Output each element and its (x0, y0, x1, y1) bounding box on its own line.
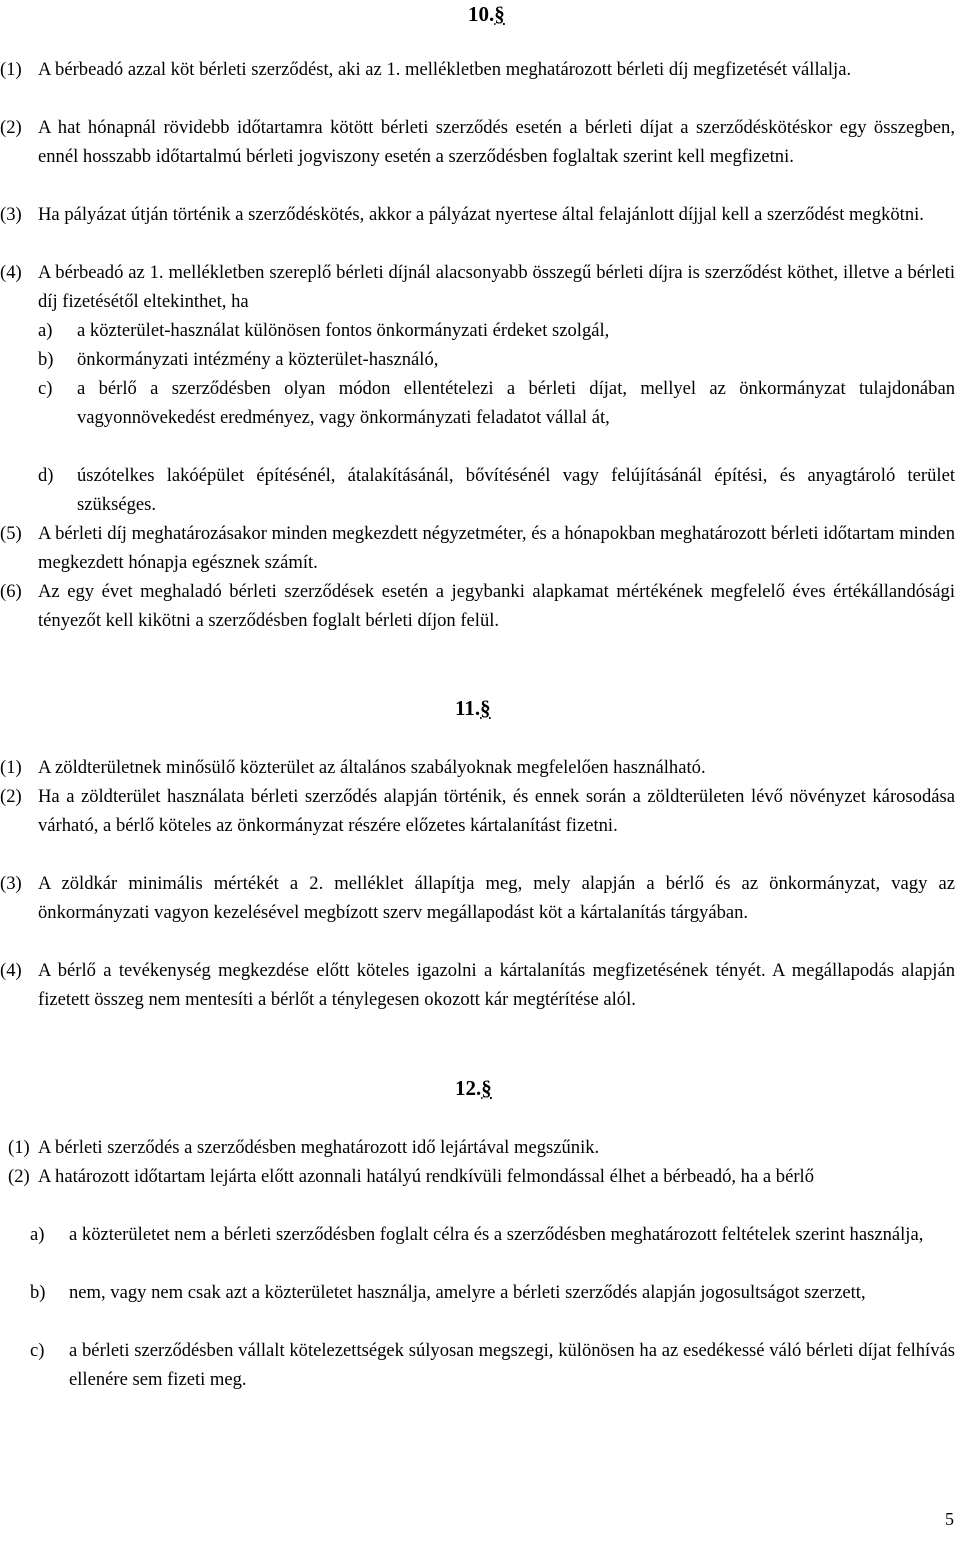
list-text: a közterület-használat különösen fontos önkormányzati érdeket szolgál, (77, 320, 610, 341)
list-text: nem, vagy nem csak azt a közterületet használja, amelyre a bérleti szerződés alapján jogosultságot szerzett, (69, 1282, 866, 1303)
paragraph-text: A bérbeadó az 1. mellékletben szereplő bérleti díjnál alacsonyabb összegű bérleti díjra is szerződést köthet, illetve a bérleti díj fizetésétől eltekinthet, ha (38, 262, 955, 312)
paragraph-text: A bérleti szerződés a szerződésben meghatározott idő lejártával megszűnik. (38, 1137, 600, 1158)
list-item-c (38, 374, 955, 432)
paragraph-number: (4) (0, 960, 22, 981)
list-letter: d) (38, 465, 54, 486)
paragraph-text: A zöldkár minimális mértékét a 2. melléklet állapítja meg, mely alapján a bérlő és az önkormányzat, vagy az önkormányzati vagyon kezelésével megbízott szerv megállapodást köt a kártalanítás tárgyában. (38, 873, 955, 923)
list-item-b (30, 1278, 955, 1307)
section-sign: § (480, 696, 491, 720)
section-sign: § (481, 1076, 492, 1100)
list-text: úszótelkes lakóépület építésénél, átalakításánál, bővítésénél vagy felújításánál építési, és anyagtároló terület szükséges. (77, 465, 955, 515)
list-item-b (38, 345, 955, 374)
list-item-a (38, 316, 955, 345)
paragraph-number: (3) (0, 873, 22, 894)
list-item-d (38, 461, 955, 519)
list-text: önkormányzati intézmény a közterület-használó, (77, 349, 439, 370)
list-letter: a) (30, 1224, 45, 1245)
paragraph-text: A bérlő a tevékenység megkezdése előtt köteles igazolni a kártalanítás megfizetésének tényét. A megállapodás alapján fizetett összeg nem mentesíti a bérlőt a ténylegesen okozott kár megtérítése alól. (38, 960, 955, 1010)
paragraph-text: Az egy évet meghaladó bérleti szerződések esetén a jegybanki alapkamat mértékének megfelelő éves értékállandósági tényezőt kell kikötni a szerződésben foglalt bérleti díjon felül. (38, 581, 955, 631)
paragraph-number: (6) (0, 581, 22, 602)
paragraph-number: (2) (0, 117, 22, 138)
list-text: a bérleti szerződésben vállalt kötelezettségek súlyosan megszegi, különösen ha az esedékessé váló bérleti díjat felhívás ellenére sem fizeti meg. (69, 1340, 955, 1390)
list-text: a bérlő a szerződésben olyan módon ellentételezi a bérleti díjat, mellyel az önkormányzat tulajdonában vagyonnövekedést eredményez, vagy önkormányzati feladatot vállal át, (77, 378, 955, 428)
paragraph-4 (0, 956, 955, 1014)
paragraph-number: (2) (0, 786, 22, 807)
paragraph-text: Ha pályázat útján történik a szerződéskötés, akkor a pályázat nyertese által felajánlott díjjal kell a szerződést megkötni. (38, 204, 924, 225)
paragraph-text: A hat hónapnál rövidebb időtartamra kötött bérleti szerződés esetén a bérleti díjat a szerződéskötéskor egy összegben, ennél hosszabb időtartalmú bérleti jogviszony esetén a szerződésben foglaltak szerint kell megfizetni. (38, 117, 955, 167)
list-letter: c) (38, 378, 53, 399)
paragraph-2 (0, 782, 955, 840)
section-number: 12. (455, 1076, 482, 1100)
list-item-a (30, 1220, 955, 1249)
list-item-c (30, 1336, 955, 1394)
page-number: 5 (945, 1509, 954, 1529)
paragraph-text: A zöldterületnek minősülő közterület az általános szabályoknak megfelelően használható. (38, 757, 706, 778)
section-title (468, 0, 538, 29)
section-number: 11. (455, 696, 481, 720)
paragraph-1 (0, 753, 955, 782)
paragraph-1 (0, 55, 955, 84)
paragraph-2 (0, 113, 955, 171)
list-letter: b) (30, 1282, 46, 1303)
paragraph-number: (2) (8, 1166, 30, 1187)
paragraph-text: Ha a zöldterület használata bérleti szerződés alapján történik, és ennek során a zöldterületen lévő növényzet károsodása várható, a bérlő köteles az önkormányzat részére előzetes kártalanítást fizetni. (38, 786, 955, 836)
section-sign: § (494, 2, 505, 26)
list-letter: a) (38, 320, 53, 341)
paragraph-4 (0, 258, 955, 316)
paragraph-3 (0, 869, 955, 927)
paragraph-number: (1) (0, 757, 22, 778)
paragraph-number: (3) (0, 204, 22, 225)
paragraph-number: (1) (8, 1137, 30, 1158)
paragraph-text: A határozott időtartam lejárta előtt azonnali hatályú rendkívüli felmondással élhet a bérbeadó, ha a bérlő (38, 1166, 814, 1187)
paragraph-number: (5) (0, 523, 22, 544)
list-text: a közterületet nem a bérleti szerződésben foglalt célra és a szerződésben meghatározott feltételek szerint használja, (69, 1224, 924, 1245)
paragraph-1 (8, 1133, 955, 1162)
section-title (455, 1074, 525, 1103)
paragraph-number: (4) (0, 262, 22, 283)
section-title (455, 694, 525, 723)
paragraph-text: A bérleti díj meghatározásakor minden megkezdett négyzetméter, és a hónapokban meghatározott bérleti időtartam minden megkezdett hónapja egésznek számít. (38, 523, 955, 573)
list-letter: c) (30, 1340, 45, 1361)
section-number: 10. (468, 2, 495, 26)
paragraph-6 (0, 577, 955, 635)
paragraph-2 (8, 1162, 888, 1191)
list-letter: b) (38, 349, 54, 370)
paragraph-5 (0, 519, 955, 577)
paragraph-number: (1) (0, 59, 22, 80)
paragraph-text: A bérbeadó azzal köt bérleti szerződést, aki az 1. mellékletben meghatározott bérleti díj megfizetését vállalja. (38, 59, 852, 80)
paragraph-3 (0, 200, 955, 229)
